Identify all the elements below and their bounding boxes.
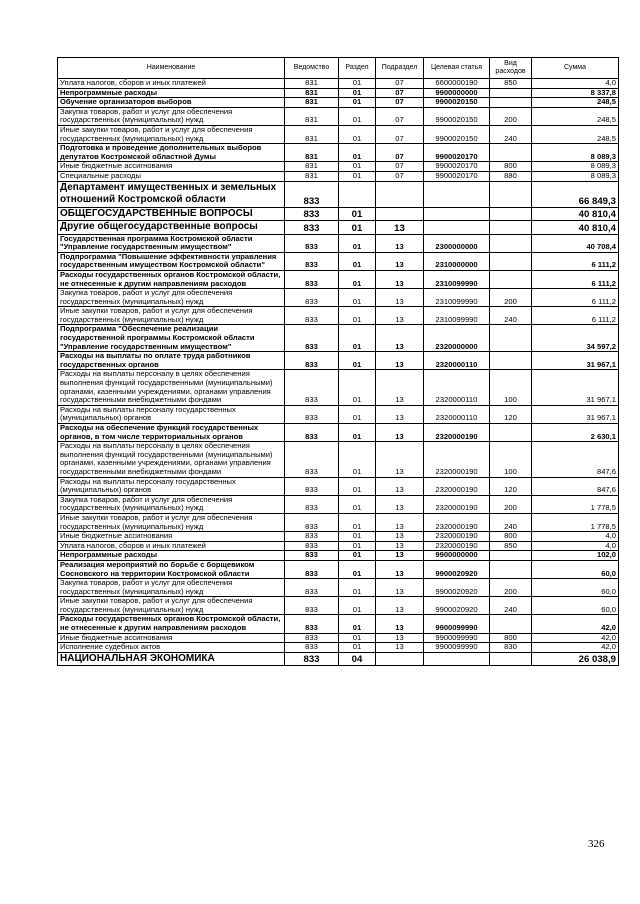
cell-target: 9900000000 bbox=[424, 88, 490, 98]
cell-sum: 40 810,4 bbox=[532, 207, 619, 221]
table-row bbox=[58, 98, 619, 108]
cell-section: 04 bbox=[339, 652, 376, 666]
cell-section: 01 bbox=[339, 560, 376, 578]
table-header-row bbox=[58, 58, 619, 79]
cell-section: 01 bbox=[339, 495, 376, 513]
cell-dept: 833 bbox=[285, 513, 339, 531]
cell-subsection: 07 bbox=[376, 107, 424, 125]
cell-sum: 1 778,5 bbox=[532, 513, 619, 531]
cell-target: 9900000000 bbox=[424, 551, 490, 561]
cell-dept: 831 bbox=[285, 125, 339, 143]
cell-subsection: 07 bbox=[376, 88, 424, 98]
cell-target: 9900099990 bbox=[424, 643, 490, 653]
cell-exptype: 850 bbox=[490, 541, 532, 551]
cell-subsection: 13 bbox=[376, 307, 424, 325]
cell-section: 01 bbox=[339, 579, 376, 597]
cell-section: 01 bbox=[339, 597, 376, 615]
cell-section: 01 bbox=[339, 643, 376, 653]
cell-dept: 833 bbox=[285, 252, 339, 270]
cell-exptype bbox=[490, 325, 532, 352]
cell-dept: 833 bbox=[285, 325, 339, 352]
cell-target: 2320000000 bbox=[424, 325, 490, 352]
cell-name: Закупка товаров, работ и услуг для обеспечения государственных (муниципальных) нужд bbox=[58, 107, 285, 125]
cell-exptype bbox=[490, 98, 532, 108]
page-number: 326 bbox=[588, 838, 605, 850]
cell-dept: 833 bbox=[285, 532, 339, 542]
table-row bbox=[58, 532, 619, 542]
cell-target: 9900020920 bbox=[424, 560, 490, 578]
cell-name: Расходы на выплаты персоналу в целях обеспечения выполнения функций государственными (муниципальными) органами, казенными учреждениями, органами управления государственными внебюджетными фондами bbox=[58, 442, 285, 477]
cell-name: Обучение организаторов выборов bbox=[58, 98, 285, 108]
cell-target: 9900020150 bbox=[424, 107, 490, 125]
cell-section: 01 bbox=[339, 633, 376, 643]
cell-section: 01 bbox=[339, 325, 376, 352]
cell-target: 2320000190 bbox=[424, 541, 490, 551]
cell-sum: 4,0 bbox=[532, 79, 619, 89]
cell-exptype: 100 bbox=[490, 442, 532, 477]
cell-exptype bbox=[490, 270, 532, 288]
header-sum: Сумма bbox=[532, 58, 619, 79]
cell-sum: 102,0 bbox=[532, 551, 619, 561]
cell-name: Расходы государственных органов Костромской области, не отнесенные к другим направлениям расходов bbox=[58, 270, 285, 288]
cell-exptype bbox=[490, 615, 532, 633]
cell-target: 2320000190 bbox=[424, 477, 490, 495]
cell-section: 01 bbox=[339, 551, 376, 561]
table-row bbox=[58, 551, 619, 561]
cell-section: 01 bbox=[339, 207, 376, 221]
cell-exptype bbox=[490, 551, 532, 561]
cell-name: Подготовка и проведение дополнительных выборов депутатов Костромской областной Думы bbox=[58, 144, 285, 162]
cell-sum: 42,0 bbox=[532, 615, 619, 633]
cell-subsection: 13 bbox=[376, 405, 424, 423]
cell-section: 01 bbox=[339, 171, 376, 181]
cell-subsection: 07 bbox=[376, 79, 424, 89]
cell-subsection: 07 bbox=[376, 144, 424, 162]
table-row bbox=[58, 181, 619, 207]
table-row bbox=[58, 560, 619, 578]
cell-subsection: 13 bbox=[376, 477, 424, 495]
table-row bbox=[58, 405, 619, 423]
cell-section: 01 bbox=[339, 252, 376, 270]
cell-target: 9900020170 bbox=[424, 162, 490, 172]
cell-dept: 833 bbox=[285, 270, 339, 288]
cell-sum: 31 967,1 bbox=[532, 370, 619, 405]
header-name: Наименование bbox=[58, 58, 285, 79]
cell-dept: 833 bbox=[285, 551, 339, 561]
table-row bbox=[58, 125, 619, 143]
table-body bbox=[58, 79, 619, 666]
cell-section: 01 bbox=[339, 162, 376, 172]
cell-exptype: 100 bbox=[490, 370, 532, 405]
cell-section: 01 bbox=[339, 532, 376, 542]
table-row bbox=[58, 579, 619, 597]
cell-sum: 60,0 bbox=[532, 579, 619, 597]
cell-section: 01 bbox=[339, 98, 376, 108]
cell-exptype: 120 bbox=[490, 477, 532, 495]
table-row bbox=[58, 633, 619, 643]
table-row bbox=[58, 289, 619, 307]
cell-sum: 42,0 bbox=[532, 633, 619, 643]
cell-dept: 833 bbox=[285, 597, 339, 615]
cell-section: 01 bbox=[339, 541, 376, 551]
cell-exptype bbox=[490, 221, 532, 235]
cell-subsection bbox=[376, 652, 424, 666]
table-row bbox=[58, 615, 619, 633]
cell-name: Иные бюджетные ассигнования bbox=[58, 633, 285, 643]
cell-subsection: 07 bbox=[376, 162, 424, 172]
cell-exptype bbox=[490, 252, 532, 270]
cell-dept: 833 bbox=[285, 477, 339, 495]
cell-sum: 8 089,3 bbox=[532, 171, 619, 181]
cell-sum: 4,0 bbox=[532, 541, 619, 551]
cell-section: 01 bbox=[339, 513, 376, 531]
cell-target: 9900020920 bbox=[424, 597, 490, 615]
budget-table bbox=[57, 57, 619, 666]
cell-subsection: 13 bbox=[376, 532, 424, 542]
cell-dept: 833 bbox=[285, 370, 339, 405]
cell-dept: 833 bbox=[285, 307, 339, 325]
cell-sum: 8 089,3 bbox=[532, 162, 619, 172]
cell-exptype: 850 bbox=[490, 79, 532, 89]
cell-sum: 1 778,5 bbox=[532, 495, 619, 513]
cell-name: Иные закупки товаров, работ и услуг для обеспечения государственных (муниципальных) нужд bbox=[58, 307, 285, 325]
cell-exptype: 240 bbox=[490, 125, 532, 143]
cell-name: Закупка товаров, работ и услуг для обеспечения государственных (муниципальных) нужд bbox=[58, 495, 285, 513]
table-row bbox=[58, 424, 619, 442]
cell-exptype: 240 bbox=[490, 513, 532, 531]
cell-section: 01 bbox=[339, 442, 376, 477]
table-row bbox=[58, 144, 619, 162]
cell-dept: 831 bbox=[285, 88, 339, 98]
cell-sum: 31 967,1 bbox=[532, 352, 619, 370]
table-row bbox=[58, 597, 619, 615]
cell-sum: 34 597,2 bbox=[532, 325, 619, 352]
cell-target: 6600000190 bbox=[424, 79, 490, 89]
cell-subsection: 13 bbox=[376, 579, 424, 597]
cell-name: Непрограммные расходы bbox=[58, 88, 285, 98]
table-row bbox=[58, 88, 619, 98]
cell-subsection: 13 bbox=[376, 370, 424, 405]
cell-name: НАЦИОНАЛЬНАЯ ЭКОНОМИКА bbox=[58, 652, 285, 666]
cell-dept: 833 bbox=[285, 442, 339, 477]
table-row bbox=[58, 477, 619, 495]
cell-subsection: 13 bbox=[376, 270, 424, 288]
header-section: Раздел bbox=[339, 58, 376, 79]
cell-exptype bbox=[490, 144, 532, 162]
table-row bbox=[58, 171, 619, 181]
cell-target bbox=[424, 181, 490, 207]
cell-exptype: 120 bbox=[490, 405, 532, 423]
table-row bbox=[58, 270, 619, 288]
cell-dept: 833 bbox=[285, 405, 339, 423]
cell-name: Расходы на выплаты персоналу государственных (муниципальных) органов bbox=[58, 477, 285, 495]
cell-subsection: 13 bbox=[376, 560, 424, 578]
cell-exptype: 200 bbox=[490, 107, 532, 125]
table-row bbox=[58, 513, 619, 531]
cell-subsection: 13 bbox=[376, 424, 424, 442]
cell-sum: 26 038,9 bbox=[532, 652, 619, 666]
cell-name: Иные закупки товаров, работ и услуг для обеспечения государственных (муниципальных) нужд bbox=[58, 597, 285, 615]
cell-sum: 60,0 bbox=[532, 560, 619, 578]
cell-target: 9900099990 bbox=[424, 615, 490, 633]
table-row bbox=[58, 495, 619, 513]
cell-subsection: 13 bbox=[376, 633, 424, 643]
cell-target: 9900020920 bbox=[424, 579, 490, 597]
table-row bbox=[58, 207, 619, 221]
cell-sum: 4,0 bbox=[532, 532, 619, 542]
cell-subsection: 13 bbox=[376, 495, 424, 513]
cell-name: Исполнение судебных актов bbox=[58, 643, 285, 653]
cell-name: Непрограммные расходы bbox=[58, 551, 285, 561]
cell-target: 9900099990 bbox=[424, 633, 490, 643]
cell-exptype: 200 bbox=[490, 579, 532, 597]
cell-sum: 40 708,4 bbox=[532, 234, 619, 252]
cell-dept: 833 bbox=[285, 652, 339, 666]
table-row bbox=[58, 307, 619, 325]
cell-name: Подпрограмма "Обеспечение реализации государственной программы Костромской области "Управление государственным имуществом" bbox=[58, 325, 285, 352]
cell-target: 9900020150 bbox=[424, 98, 490, 108]
cell-exptype bbox=[490, 207, 532, 221]
cell-dept: 831 bbox=[285, 107, 339, 125]
cell-exptype: 240 bbox=[490, 307, 532, 325]
cell-target: 2300000000 bbox=[424, 234, 490, 252]
cell-target bbox=[424, 221, 490, 235]
cell-name: Уплата налогов, сборов и иных платежей bbox=[58, 79, 285, 89]
cell-exptype bbox=[490, 88, 532, 98]
cell-section bbox=[339, 181, 376, 207]
table-row bbox=[58, 162, 619, 172]
cell-exptype bbox=[490, 424, 532, 442]
cell-name: Иные закупки товаров, работ и услуг для обеспечения государственных (муниципальных) нужд bbox=[58, 125, 285, 143]
table-row bbox=[58, 325, 619, 352]
cell-subsection bbox=[376, 181, 424, 207]
cell-dept: 833 bbox=[285, 643, 339, 653]
cell-name: Другие общегосударственные вопросы bbox=[58, 221, 285, 235]
cell-name: Государственная программа Костромской области "Управление государственным имуществом" bbox=[58, 234, 285, 252]
cell-sum: 66 849,3 bbox=[532, 181, 619, 207]
cell-subsection: 13 bbox=[376, 252, 424, 270]
cell-target: 2310099990 bbox=[424, 270, 490, 288]
cell-section: 01 bbox=[339, 88, 376, 98]
table-row bbox=[58, 541, 619, 551]
cell-dept: 833 bbox=[285, 633, 339, 643]
table-row bbox=[58, 234, 619, 252]
cell-sum: 40 810,4 bbox=[532, 221, 619, 235]
cell-section: 01 bbox=[339, 289, 376, 307]
cell-name: Иные бюджетные ассигнования bbox=[58, 162, 285, 172]
cell-target bbox=[424, 207, 490, 221]
cell-exptype bbox=[490, 652, 532, 666]
cell-name: Департамент имущественных и земельных отношений Костромской области bbox=[58, 181, 285, 207]
cell-dept: 833 bbox=[285, 289, 339, 307]
cell-subsection: 13 bbox=[376, 289, 424, 307]
cell-exptype: 800 bbox=[490, 162, 532, 172]
cell-section: 01 bbox=[339, 424, 376, 442]
cell-section: 01 bbox=[339, 107, 376, 125]
cell-subsection: 13 bbox=[376, 513, 424, 531]
table-row bbox=[58, 352, 619, 370]
header-dept: Ведомство bbox=[285, 58, 339, 79]
header-target: Целевая статья bbox=[424, 58, 490, 79]
cell-target: 9900020170 bbox=[424, 144, 490, 162]
cell-sum: 8 337,8 bbox=[532, 88, 619, 98]
cell-target: 2320000190 bbox=[424, 424, 490, 442]
table-row bbox=[58, 252, 619, 270]
cell-target bbox=[424, 652, 490, 666]
cell-subsection: 07 bbox=[376, 98, 424, 108]
cell-exptype: 800 bbox=[490, 532, 532, 542]
cell-section: 01 bbox=[339, 307, 376, 325]
cell-name: Реализация мероприятий по борьбе с борщевиком Сосновского на территории Костромской области bbox=[58, 560, 285, 578]
header-exptype: Вид расходов bbox=[490, 58, 532, 79]
table-row bbox=[58, 643, 619, 653]
cell-sum: 248,5 bbox=[532, 98, 619, 108]
cell-sum: 31 967,1 bbox=[532, 405, 619, 423]
cell-subsection: 13 bbox=[376, 325, 424, 352]
cell-section: 01 bbox=[339, 352, 376, 370]
cell-subsection: 07 bbox=[376, 125, 424, 143]
table-row bbox=[58, 79, 619, 89]
cell-dept: 831 bbox=[285, 162, 339, 172]
table-row bbox=[58, 221, 619, 235]
cell-sum: 6 111,2 bbox=[532, 252, 619, 270]
cell-target: 2310099990 bbox=[424, 307, 490, 325]
cell-sum: 248,5 bbox=[532, 107, 619, 125]
cell-name: Расходы на выплаты по оплате труда работников государственных органов bbox=[58, 352, 285, 370]
cell-name: Расходы на обеспечение функций государственных органов, в том числе территориальных органов bbox=[58, 424, 285, 442]
cell-dept: 833 bbox=[285, 352, 339, 370]
cell-dept: 833 bbox=[285, 234, 339, 252]
cell-subsection: 13 bbox=[376, 615, 424, 633]
cell-name: Расходы на выплаты персоналу в целях обеспечения выполнения функций государственными (муниципальными) органами, казенными учреждениями, органами управления государственными внебюджетными фондами bbox=[58, 370, 285, 405]
cell-dept: 833 bbox=[285, 579, 339, 597]
cell-section: 01 bbox=[339, 234, 376, 252]
cell-name: Расходы государственных органов Костромской области, не отнесенные к другим направлениям расходов bbox=[58, 615, 285, 633]
cell-subsection: 13 bbox=[376, 551, 424, 561]
cell-sum: 248,5 bbox=[532, 125, 619, 143]
cell-section: 01 bbox=[339, 221, 376, 235]
cell-target: 2310099990 bbox=[424, 289, 490, 307]
cell-sum: 847,6 bbox=[532, 477, 619, 495]
cell-name: Уплата налогов, сборов и иных платежей bbox=[58, 541, 285, 551]
cell-section: 01 bbox=[339, 125, 376, 143]
table-row bbox=[58, 107, 619, 125]
cell-section: 01 bbox=[339, 144, 376, 162]
cell-name: Закупка товаров, работ и услуг для обеспечения государственных (муниципальных) нужд bbox=[58, 579, 285, 597]
cell-sum: 60,0 bbox=[532, 597, 619, 615]
cell-sum: 847,6 bbox=[532, 442, 619, 477]
cell-subsection: 13 bbox=[376, 221, 424, 235]
cell-target: 2320000190 bbox=[424, 495, 490, 513]
cell-section: 01 bbox=[339, 615, 376, 633]
table-row bbox=[58, 442, 619, 477]
cell-target: 2310000000 bbox=[424, 252, 490, 270]
cell-exptype: 830 bbox=[490, 643, 532, 653]
cell-name: Специальные расходы bbox=[58, 171, 285, 181]
cell-name: ОБЩЕГОСУДАРСТВЕННЫЕ ВОПРОСЫ bbox=[58, 207, 285, 221]
header-subsection: Подраздел bbox=[376, 58, 424, 79]
cell-section: 01 bbox=[339, 79, 376, 89]
cell-sum: 2 630,1 bbox=[532, 424, 619, 442]
cell-dept: 833 bbox=[285, 495, 339, 513]
cell-sum: 6 111,2 bbox=[532, 307, 619, 325]
cell-sum: 8 089,3 bbox=[532, 144, 619, 162]
cell-dept: 831 bbox=[285, 144, 339, 162]
cell-target: 2320000110 bbox=[424, 352, 490, 370]
cell-exptype: 200 bbox=[490, 495, 532, 513]
budget-table-sheet bbox=[57, 57, 618, 666]
cell-target: 9900020170 bbox=[424, 171, 490, 181]
cell-name: Подпрограмма "Повышение эффективности управления государственным имуществом Костромской области" bbox=[58, 252, 285, 270]
cell-dept: 833 bbox=[285, 221, 339, 235]
cell-dept: 831 bbox=[285, 79, 339, 89]
cell-sum: 6 111,2 bbox=[532, 270, 619, 288]
cell-dept: 833 bbox=[285, 424, 339, 442]
cell-exptype: 800 bbox=[490, 633, 532, 643]
cell-dept: 833 bbox=[285, 181, 339, 207]
cell-section: 01 bbox=[339, 477, 376, 495]
cell-subsection: 13 bbox=[376, 234, 424, 252]
cell-exptype bbox=[490, 234, 532, 252]
cell-section: 01 bbox=[339, 370, 376, 405]
cell-dept: 833 bbox=[285, 615, 339, 633]
cell-sum: 42,0 bbox=[532, 643, 619, 653]
cell-dept: 833 bbox=[285, 560, 339, 578]
cell-exptype: 200 bbox=[490, 289, 532, 307]
cell-section: 01 bbox=[339, 405, 376, 423]
cell-section: 01 bbox=[339, 270, 376, 288]
cell-subsection: 07 bbox=[376, 171, 424, 181]
cell-exptype bbox=[490, 352, 532, 370]
cell-target: 2320000190 bbox=[424, 532, 490, 542]
cell-exptype bbox=[490, 560, 532, 578]
cell-name: Иные закупки товаров, работ и услуг для обеспечения государственных (муниципальных) нужд bbox=[58, 513, 285, 531]
table-row bbox=[58, 370, 619, 405]
table-row bbox=[58, 652, 619, 666]
cell-subsection: 13 bbox=[376, 597, 424, 615]
cell-target: 2320000110 bbox=[424, 405, 490, 423]
cell-dept: 833 bbox=[285, 207, 339, 221]
cell-subsection bbox=[376, 207, 424, 221]
cell-dept: 833 bbox=[285, 541, 339, 551]
cell-subsection: 13 bbox=[376, 643, 424, 653]
cell-sum: 6 111,2 bbox=[532, 289, 619, 307]
cell-subsection: 13 bbox=[376, 541, 424, 551]
cell-target: 2320000190 bbox=[424, 513, 490, 531]
cell-exptype: 240 bbox=[490, 597, 532, 615]
cell-dept: 831 bbox=[285, 171, 339, 181]
cell-exptype bbox=[490, 181, 532, 207]
cell-name: Закупка товаров, работ и услуг для обеспечения государственных (муниципальных) нужд bbox=[58, 289, 285, 307]
cell-dept: 831 bbox=[285, 98, 339, 108]
cell-target: 2320000110 bbox=[424, 370, 490, 405]
cell-subsection: 13 bbox=[376, 352, 424, 370]
cell-exptype: 880 bbox=[490, 171, 532, 181]
cell-target: 9900020150 bbox=[424, 125, 490, 143]
cell-target: 2320000190 bbox=[424, 442, 490, 477]
cell-name: Расходы на выплаты персоналу государственных (муниципальных) органов bbox=[58, 405, 285, 423]
cell-subsection: 13 bbox=[376, 442, 424, 477]
cell-name: Иные бюджетные ассигнования bbox=[58, 532, 285, 542]
